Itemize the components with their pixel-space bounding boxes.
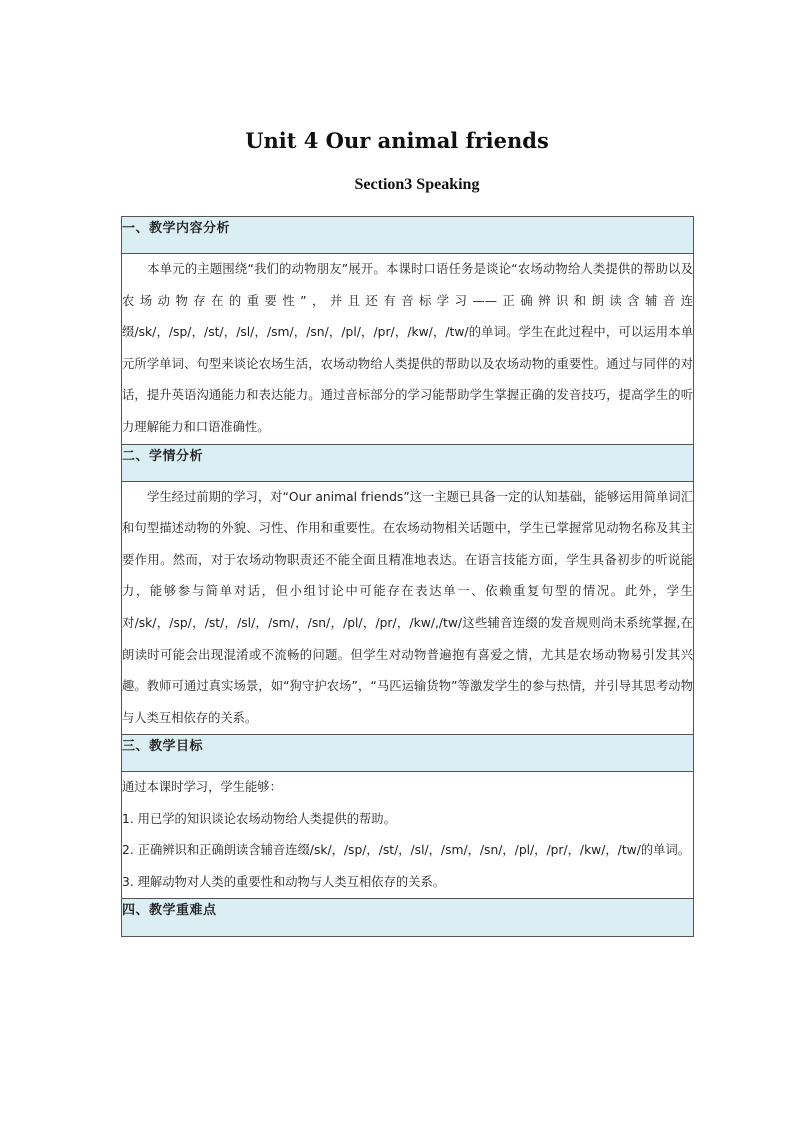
lesson-plan-table: [121, 216, 694, 937]
section-body-row: [122, 772, 694, 899]
teaching-goals-list: [122, 772, 694, 899]
goal-item: 3. 理解动物对人类的重要性和动物与人类互相依存的关系。: [122, 874, 446, 889]
document-title: Unit 4 Our animal friends: [245, 128, 549, 153]
section-header-row: [122, 899, 694, 937]
goal-item: 2. 正确辨识和正确朗读含辅音连缀/sk/，/sp/，/st/，/sl/，/sm/，/sn/，/pl/，/pr/，/kw/，/tw/的单词。: [122, 843, 691, 858]
section-heading-content-analysis: 一、教学内容分析: [122, 217, 694, 254]
goal-item: 1. 用已学的知识谈论农场动物给人类提供的帮助。: [122, 811, 396, 826]
content-analysis-paragraph: 本单元的主题围绕“我们的动物朋友”展开。本课时口语任务是谈论“农场动物给人类提供的帮助以及农场动物存在的重要性”，并且还有音标学习——正确辨识和朗读含辅音连缀/sk/，/sp/，/st/，/sl/，/sm/，/sn/，/pl/，/pr/，/kw/，/tw/的单词。学生在此过程中，可以运用本单元所学单词、句型来谈论农场生活，农场动物给人类提供的帮助以及农场动物的重要性。通过与同伴的对话，提升英语沟通能力和表达能力。通过音标部分的学习能帮助学生掌握正确的发音技巧，提高学生的听力理解能力和口语准确性。: [122, 262, 693, 434]
content-analysis-text: [122, 254, 694, 445]
section-body-row: [122, 254, 694, 445]
section-header-row: [122, 217, 694, 254]
section-body-row: [122, 481, 694, 735]
section-header-row: [122, 735, 694, 772]
section-heading-teaching-goals: 三、教学目标: [122, 735, 694, 772]
learner-analysis-text: [122, 481, 694, 735]
section-header-row: [122, 444, 694, 481]
document-subtitle: Section3 Speaking: [354, 176, 480, 193]
section-heading-learner-analysis: 二、学情分析: [122, 444, 694, 481]
section-heading-key-points: 四、教学重难点: [122, 899, 694, 937]
learner-analysis-paragraph: 学生经过前期的学习，对“Our animal friends”这一主题已具备一定的认知基础，能够运用简单词汇和句型描述动物的外貌、习性、作用和重要性。在农场动物相关话题中，学生已掌握常见动物名称及其主要作用。然而，对于农场动物职责还不能全面且精准地表达。在语言技能方面，学生具备初步的听说能力，能够参与简单对话，但小组讨论中可能存在表达单一、依赖重复句型的情况。此外，学生对/sk/，/sp/，/st/，/sl/，/sm/，/sn/，/pl/，/pr/，/kw/,/tw/这些辅音连缀的发音规则尚未系统掌握,在朗读时可能会出现混淆或不流畅的问题。但学生对动物普遍抱有喜爱之情，尤其是农场动物易引发其兴趣。教师可通过真实场景，如“狗守护农场”，“马匹运输货物”等激发学生的参与热情，并引导其思考动物与人类互相依存的关系。: [122, 489, 693, 725]
goals-intro: 通过本课时学习，学生能够：: [122, 780, 282, 795]
